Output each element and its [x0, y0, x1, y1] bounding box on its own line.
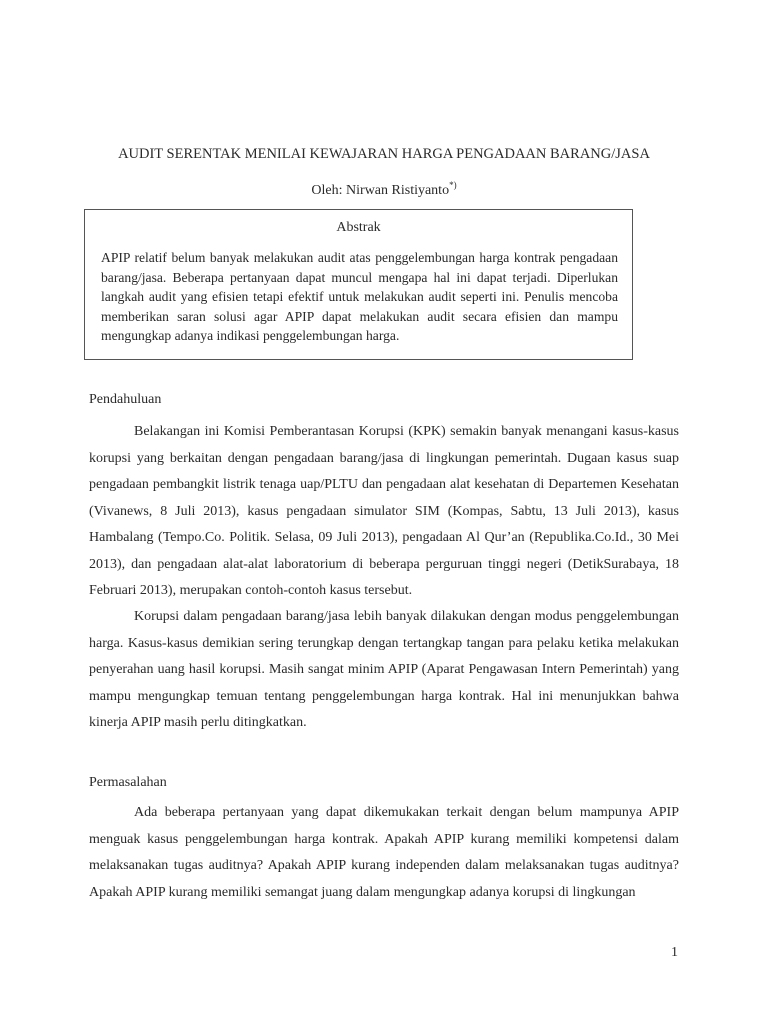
- author-name: Oleh: Nirwan Ristiyanto: [311, 183, 450, 198]
- author-line: [0, 180, 768, 199]
- section-heading-permasalahan: Permasalahan: [89, 775, 167, 790]
- abstract-text: APIP relatif belum banyak melakukan audit atas penggelembungan harga kontrak pengadaan barang/jasa. Beberapa pertanyaan dapat muncul mengapa hal ini dapat terjadi. Diperlukan langkah audit yang efisien tetapi efektif untuk melakukan audit seperti ini. Penulis mencoba memberikan saran solusi agar APIP dapat melakukan audit secara efisien dan mampu mengungkap adanya indikasi penggelembungan harga.: [101, 250, 618, 343]
- paragraph-pendahuluan-2: Korupsi dalam pengadaan barang/jasa lebih banyak dilakukan dengan modus penggelembungan harga. Kasus-kasus demikian sering terungkap dengan tertangkap tangan para pelaku ketika melakukan penyerahan uang hasil korupsi. Masih sangat minim APIP (Aparat Pengawasan Intern Pemerintah) yang mampu mengungkap temuan tentang penggelembungan harga kontrak. Hal ini menunjukkan bahwa kinerja APIP masih perlu ditingkatkan.: [89, 609, 679, 730]
- paragraph-permasalahan-1: Ada beberapa pertanyaan yang dapat dikemukakan terkait dengan belum mampunya APIP menguak kasus penggelembungan harga kontrak. Apakah APIP kurang memiliki kompetensi dalam melaksanakan tugas auditnya? Apakah APIP kurang independen dalam melaksanakan tugas auditnya? Apakah APIP kurang memiliki semangat juang dalam mengungkap adanya korupsi di lingkungan: [89, 805, 679, 900]
- section-heading-pendahuluan: Pendahuluan: [89, 392, 162, 407]
- document-title: AUDIT SERENTAK MENILAI KEWAJARAN HARGA PENGADAAN BARANG/JASA: [118, 146, 650, 162]
- paragraph-pendahuluan-1: Belakangan ini Komisi Pemberantasan Korupsi (KPK) semakin banyak menangani kasus-kasus korupsi yang berkaitan dengan pengadaan barang/jasa di lingkungan pemerintah. Dugaan kasus suap pengadaan pembangkit listrik tenaga uap/PLTU dan pengadaan alat kesehatan di Departemen Kesehatan (Vivanews, 8 Juli 2013), kasus pengadaan simulator SIM (Kompas, Sabtu, 13 Juli 2013), kasus Hambalang (Tempo.Co. Politik. Selasa, 09 Juli 2013), pengadaan Al Qur’an (Republika.Co.Id., 30 Mei 2013), dan pengadaan alat-alat laboratorium di beberapa perguruan tinggi negeri (DetikSurabaya, 18 Februari 2013), merupakan contoh-contoh kasus tersebut.: [89, 424, 679, 598]
- page-number: 1: [671, 945, 678, 960]
- author-footnote-mark: *): [449, 180, 457, 190]
- abstract-heading: Abstrak: [336, 220, 381, 235]
- abstract-box: [84, 209, 633, 360]
